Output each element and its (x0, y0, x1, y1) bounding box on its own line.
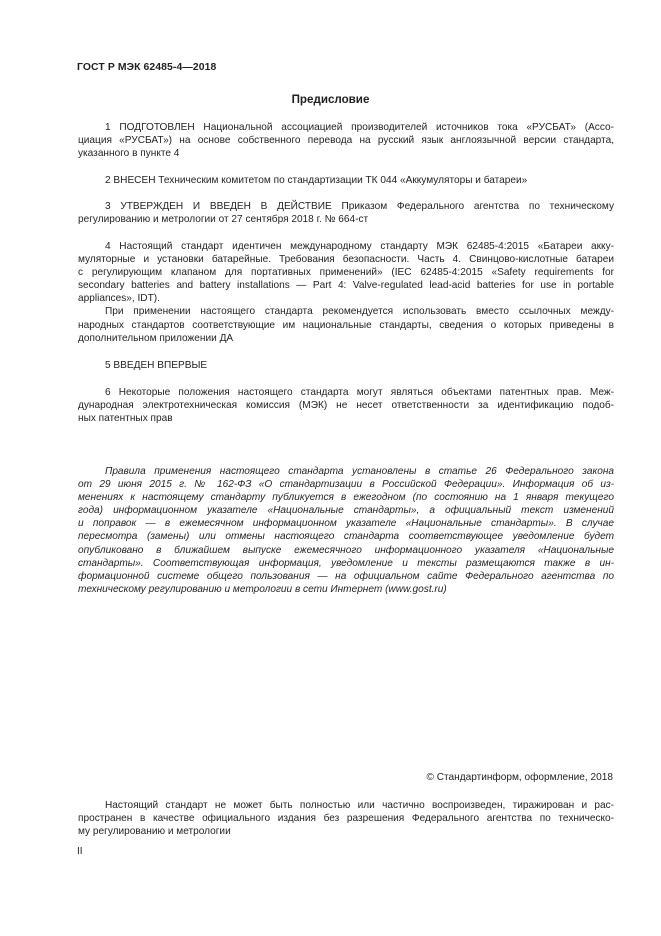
reproduction-notice (78, 799, 614, 838)
text-line: 3 УТВЕРЖДЕН И ВВЕДЕН В ДЕЙСТВИЕ Приказом Федерального агентства по техническому (105, 201, 614, 212)
text-line: народных стандартов соответствующие им национальные стандарты, сведения о которых приведены в (78, 319, 614, 331)
text-line: опубликовано в ближайшем выпуске ежемесячного информационного указателя «Национальные (78, 544, 614, 556)
text-line: ных патентных прав (78, 413, 173, 425)
text-line: менениях к настоящему стандарту публикуется в ежегодном (по состоянию на 1 января текущего (78, 492, 614, 504)
text-line: техническому регулированию и метрологии в сети Интернет (www.gost.ru) (78, 583, 447, 595)
text-line: дополнительном приложении ДА (78, 332, 234, 344)
text-line: циация «РУСБАТ») на основе собственного перевода на русский язык англоязычной версии стандарта, (78, 135, 614, 147)
text-line: муляторные и установки батарейные. Требования безопасности. Часть 4. Свинцово-кислотные батареи (78, 254, 614, 266)
text-line: от 29 июня 2015 г. № 162-ФЗ «О стандартизации в Российской Федерации». Информация об из- (78, 479, 614, 491)
page-number: II (77, 846, 83, 857)
text-line: формационной системе общего пользования — на официальном сайте Федерального агентства по (78, 570, 614, 582)
text-line: appliances», IDT). (78, 293, 160, 305)
text-line: При применении настоящего стандарта рекомендуется использовать вместо ссылочных между- (105, 306, 614, 318)
text-line: Настоящий стандарт не может быть полностью или частично воспроизведен, тиражирован и рас- (105, 800, 614, 811)
copyright-line: © Стандартинформ, оформление, 2018 (426, 772, 613, 783)
paragraph-4 (78, 240, 614, 345)
text-line: пересмотра (замены) или отмены настоящего стандарта соответствующее уведомление будет (78, 531, 614, 543)
paragraph-2 (78, 174, 614, 187)
text-line: регулированию и метрологии от 27 сентября 2018 г. № 664-ст (78, 214, 369, 226)
text-line: 1 ПОДГОТОВЛЕН Национальной ассоциацией производителей источников тока «РУСБАТ» (Ассо- (105, 122, 614, 133)
paragraph-6 (78, 386, 614, 425)
text-line: му регулированию и метрологии (78, 826, 231, 838)
paragraph-3 (78, 200, 614, 226)
text-line: 5 ВВЕДЕН ВПЕРВЫЕ (105, 360, 208, 371)
text-line: пространен в качестве официального издания без разрешения Федерального агентства по техническо- (78, 813, 614, 825)
text-line: с регулирующим клапаном для портативных применений» (IEC 62485-4:2015 «Safety requirements for (78, 267, 614, 279)
text-line: и поправок — в ежемесячном информационном указателе «Национальные стандарты». В случае (78, 518, 614, 530)
text-line: 4 Настоящий стандарт идентичен международному стандарту МЭК 62485-4:2015 «Батареи акку- (105, 241, 614, 252)
text-line: дународная электротехническая комиссия (МЭК) не несет ответственности за идентификацию подоб- (78, 400, 614, 412)
text-line: стандарты». Соответствующая информация, уведомление и тексты размещаются также в ин- (78, 557, 614, 569)
text-line: Правила применения настоящего стандарта установлены в статье 26 Федерального закона (105, 466, 614, 477)
standard-header: ГОСТ Р МЭК 62485-4—2018 (77, 62, 217, 73)
text-line: года) информационном указателе «Национальные стандарты», а официальный текст изменений (78, 505, 614, 517)
page-title: Предисловие (291, 93, 370, 106)
text-line: указанного в пункте 4 (78, 148, 180, 160)
paragraph-5 (78, 359, 614, 372)
text-line: 6 Некоторые положения настоящего стандарта могут являться объектами патентных прав. Меж- (105, 387, 614, 398)
text-line: secondary batteries and battery installations — Part 4: Valve-regulated lead-acid batteries for use in portable (78, 280, 614, 292)
paragraph-1 (78, 121, 614, 160)
rules-notice (78, 465, 614, 596)
text-line: 2 ВНЕСЕН Техническим комитетом по стандартизации ТК 044 «Аккумуляторы и батареи» (105, 175, 528, 186)
